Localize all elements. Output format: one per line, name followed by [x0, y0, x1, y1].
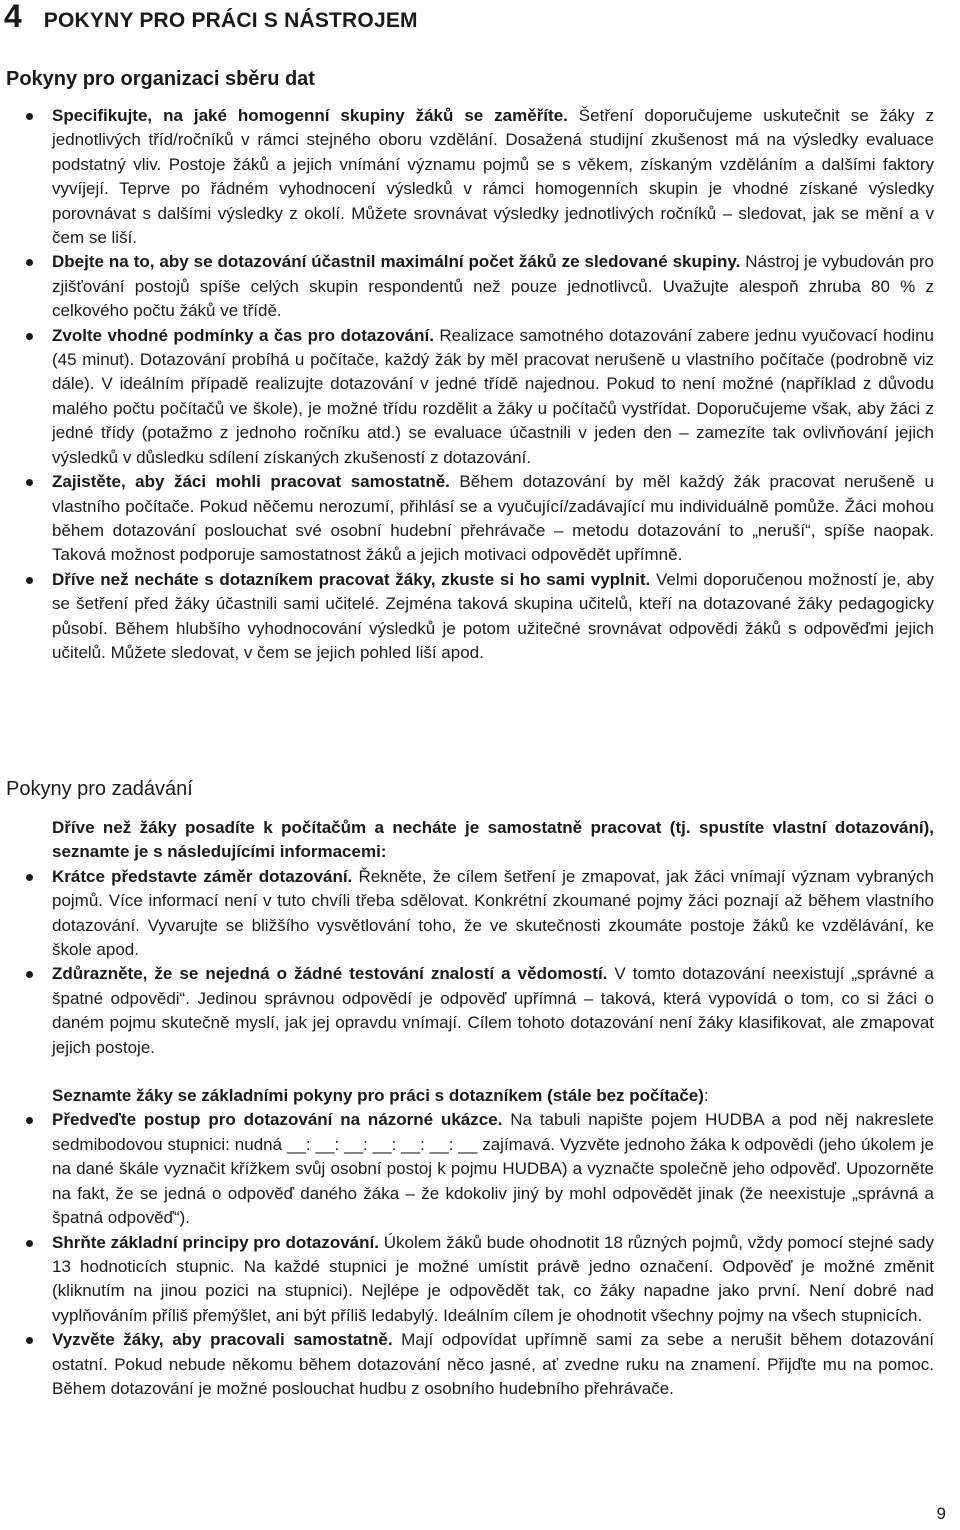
- list-item: [52, 1231, 934, 1329]
- intro2-bold: Seznamte žáky se základními pokyny pro práci s dotazníkem (stále bez počítače): [52, 1086, 704, 1106]
- item-bold-lead: Zajistěte, aby žáci mohli pracovat samostatně.: [52, 472, 450, 492]
- item-bold-lead: Shrňte základní principy pro dotazování.: [52, 1232, 379, 1252]
- item-text: Nástroj je vybudován pro zjišťování postojů spíše celých skupin respondentů než pouze jednotlivců. Uvažujte alespoň zhruba 80 % z celkového počtu žáků ve třídě.: [52, 252, 934, 321]
- page-number: 9: [936, 1504, 946, 1523]
- list-item: [52, 1108, 934, 1230]
- chapter-number: 4: [4, 0, 22, 34]
- item-text: Úkolem žáků bude ohodnotit 18 různých pojmů, vždy pomocí stejné sady 13 hodnoticích stupnic. Na každé stupnici je možné umístit právě jedno označení. Odpověď je možné změnit (kliknutím na jinou pozici na stupnici). Nejlépe je odpovědět tak, co žáky napadne jako první. Není dobré nad vyplňováním příliš přemýšlet, ani být příliš ledabylý. Ideálním cílem je ohodnotit všechny pojmy na všech stupnicích.: [52, 1232, 934, 1325]
- item-bold-lead: Dbejte na to, aby se dotazování účastnil maximální počet žáků ze sledované skupiny.: [52, 252, 741, 272]
- list-item: [52, 1328, 934, 1401]
- item-bold-lead: Zdůrazněte, že se nejedná o žádné testování znalostí a vědomostí.: [52, 964, 608, 984]
- paragraph-gap: [52, 1060, 934, 1084]
- item-bold-lead: Zvolte vhodné podmínky a čas pro dotazování.: [52, 325, 434, 345]
- item-text: Šetření doporučujeme uskutečnit se žáky z jednotlivých tříd/ročníků v rámci stejného oboru vzdělání. Dosažená studijní zkušenost má na výsledky evaluace podstatný vliv. Postoje žáků a jejich vnímání významu pojmů se s věkem, získaným vzděláním a dalšími faktory vyvíjejí. Teprve po řádném vyhodnocení výsledků v rámci homogenních skupin je vhodné získané výsledky porovnávat s dalšími výsledky z okolí. Můžete srovnávat výsledky jednotlivých ročníků – sledovat, jak se mění a v čem se liší.: [52, 106, 934, 248]
- list-item: [52, 568, 934, 666]
- zadavani-list-1: [52, 865, 934, 1060]
- zadavani-list-2: [52, 1108, 934, 1401]
- section-organizace-content: [52, 104, 934, 665]
- intro-paragraph: Dříve než žáky posadíte k počítačům a necháte je samostatně pracovat (tj. spustíte vlastní dotazování), seznamte je s následujícími informacemi:: [52, 818, 934, 862]
- item-text: Realizace samotného dotazování zabere jednu vyučovací hodinu (45 minut). Dotazování probíhá u počítače, každý žák by měl pracovat nerušeně u vlastního počítače (podrobně viz dále). V ideálním případě realizujte dotazování v jedné třídě najednou. Pokud to není možné (například z důvodu malého počtu počítačů ve škole), je možné třídu rozdělit a žáky u počítačů vystřídat. Doporučujeme však, aby žáci z jedné třídy (potažmo z jednoho ročníku atd.) se evaluace účastnili v jeden den – zamezíte tak ovlivňování jejich výsledků v důsledku sdílení získaných zkušeností z dotazování.: [52, 325, 934, 467]
- organizace-list: [52, 104, 934, 665]
- list-item: [52, 250, 934, 323]
- chapter-heading: [4, 0, 418, 33]
- item-text: V tomto dotazování neexistují „správné a špatné odpovědi“. Jedinou správnou odpovědí je odpověď upřímná – taková, která vypovídá o tom, co si žáci o daném pojmu skutečně myslí, jak jej opravdu vnímají. Cílem tohoto dotazování není žáky klasifikovat, ale zmapovat jejich postoje.: [52, 964, 934, 1057]
- intro-paragraph-2: [52, 1084, 934, 1108]
- item-text: Řekněte, že cílem šetření je zmapovat, jak žáci vnímají význam vybraných pojmů. Více informací není v tuto chvíli třeba sdělovat. Konkrétní zkoumané pojmy žáci poznají až během vlastního dotazování. Vyvarujte se bližšího vysvětlování toho, že ve skutečnosti zkoumáte postoje žáků ke vzdělávání, ke škole apod.: [52, 866, 934, 960]
- chapter-title: POKYNY PRO PRÁCI S NÁSTROJEM: [43, 9, 418, 32]
- list-item: [52, 962, 934, 1060]
- list-item: [52, 324, 934, 470]
- item-bold-lead: Vyzvěte žáky, aby pracovali samostatně.: [52, 1330, 393, 1350]
- item-bold-lead: Předveďte postup pro dotazování na názorné ukázce.: [52, 1110, 503, 1130]
- list-item: [52, 104, 934, 250]
- item-bold-lead: Krátce představte záměr dotazování.: [52, 866, 353, 886]
- item-bold-lead: Specifikujte, na jaké homogenní skupiny žáků se zaměříte.: [52, 106, 568, 125]
- item-text: Mají odpovídat upřímně sami za sebe a nerušit během dotazování ostatní. Pokud nebude někomu během dotazování něco jasné, ať zvedne ruku na znamení. Přijďte mu na pomoc. Během dotazování je možné poslouchat hudbu z osobního hudebního přehrávače.: [52, 1330, 934, 1398]
- item-bold-lead: Dříve než necháte s dotazníkem pracovat žáky, zkuste si ho sami vyplnit.: [52, 569, 651, 589]
- item-text: Na tabuli napište pojem HUDBA a pod něj nakreslete sedmibodovou stupnici: nudná __: __: __: __: __: __: __ zajímavá. Vyzvěte jednoho žáka k odpovědi (jeho úkolem je na dané škále vyznačit křížkem svůj osobní postoj k pojmu HUDBA) a vyznačte společně jeho odpověď. Upozorněte na fakt, že se jedná o odpověď daného žáka – že kdokoliv jiný by mohl odpovědět jinak (že neexistuje „správná a špatná odpověď“).: [52, 1110, 935, 1228]
- section-title-organizace: Pokyny pro organizaci sběru dat: [6, 68, 315, 90]
- list-item: [52, 865, 934, 963]
- item-text: Velmi doporučenou možností je, aby se šetření před žáky účastnili sami učitelé. Zejména taková skupina učitelů, kteří na dotazované žáky pedagogicky působí. Během hlubšího vyhodnocování výsledků je potom užitečné srovnávat odpovědi žáků s odpověďmi jejich učitelů. Můžete sledovat, v čem se jejich pohled liší apod.: [52, 569, 934, 662]
- intro2-tail: :: [703, 1086, 709, 1106]
- section-zadavani-content: [52, 816, 934, 1401]
- section-title-zadavani: Pokyny pro zadávání: [6, 778, 193, 800]
- item-text: Během dotazování by měl každý žák pracovat nerušeně u vlastního počítače. Pokud něčemu nerozumí, přihlásí se a vyučující/zadávající mu individuálně pomůže. Žáci mohou během dotazování poslouchat své osobní hudební přehrávače – metodu dotazování to „neruší“, spíše naopak. Taková možnost podporuje samostatnost žáků a jejich motivaci odpovědět upřímně.: [52, 472, 934, 565]
- list-item: [52, 470, 934, 568]
